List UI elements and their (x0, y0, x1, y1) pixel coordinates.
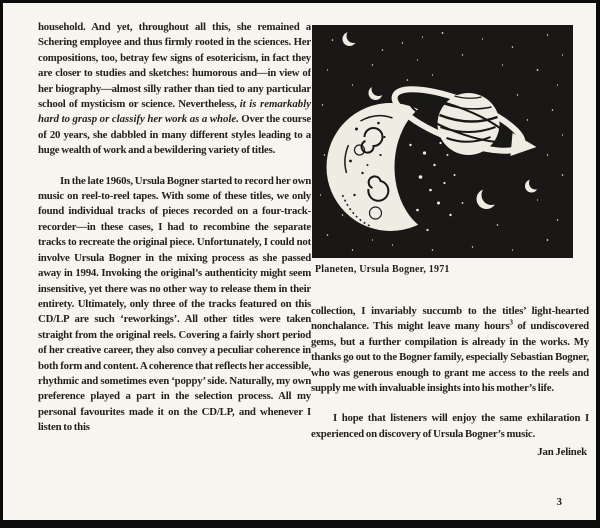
paragraph-text: Over the course of 20 years, she dabbled in many different styles leading to a huge wealth of work and a bewildering variety of titles. (38, 113, 311, 157)
right-column (311, 304, 589, 461)
right-paragraph-2: I hope that listeners will enjoy the same exhilaration I experienced on discovery of Ursula Bogner’s music. (311, 412, 589, 440)
right-paragraph-1 (311, 304, 589, 396)
signature: Jan Jelinek (537, 446, 587, 459)
paragraph-text: household. And yet, throughout all this, she remained a Schering employee and thus firmly rooted in the sciences. Her compositions, too, betray few signs of esotericism, in fact they are closer to studies and sketches: humorous and—in view of her biography—almost silly rather than tied to any particular school of mysticism or science. Nevertheless, (38, 21, 311, 111)
paragraph-text: of undiscovered gems, but a further compilation is already in the works. My thanks go out to the Bogner family, especially Sebastian Bogner, who was generous enough to grant me access to the reels and supply me with invaluable insights into his mother’s life. (311, 320, 589, 395)
planets-woodcut-image (312, 25, 573, 258)
page-number: 3 (556, 496, 562, 508)
image-caption: Planeten, Ursula Bogner, 1971 (315, 264, 450, 275)
left-paragraph-2: In the late 1960s, Ursula Bogner started to record her own music on reel-to-reel tapes. With some of these titles, we only found individual tracks of pieces recorded on a four-track-recorder—in these cases, I had to recombine the separate tracks to recreate the original piece. Unfortunately, I could not involve Ursula Bogner in the mixing process as she passed away in 1994. Invoking the original’s authenticity might seem insensitive, yet there was no other way to release them in their entirety. Ultimately, only three of the tracks featured on this CD/LP are such ‘reworkings’. All other titles were taken straight from the original reels. Covering a fairly short period of her creative career, they also convey a peculiar coherence in both form and content. A coherence that reflects her accessible, rhythmic and sometimes even ‘poppy’ side. Naturally, my own preference played a part in the selection process. All my personal favourites made it on the CD/LP, and whenever I listen to this (38, 174, 311, 434)
italic-phrase: it is remarkably hard to grasp or classify her work as a whole. (38, 98, 311, 126)
left-column (38, 20, 311, 436)
planets-figure (312, 25, 573, 258)
left-paragraph-1 (38, 20, 311, 159)
paragraph-text: collection, I invariably succumb to the titles’ light-hearted nonchalance. This might leave many hours (311, 305, 589, 333)
footnote-marker: 3 (509, 318, 513, 327)
